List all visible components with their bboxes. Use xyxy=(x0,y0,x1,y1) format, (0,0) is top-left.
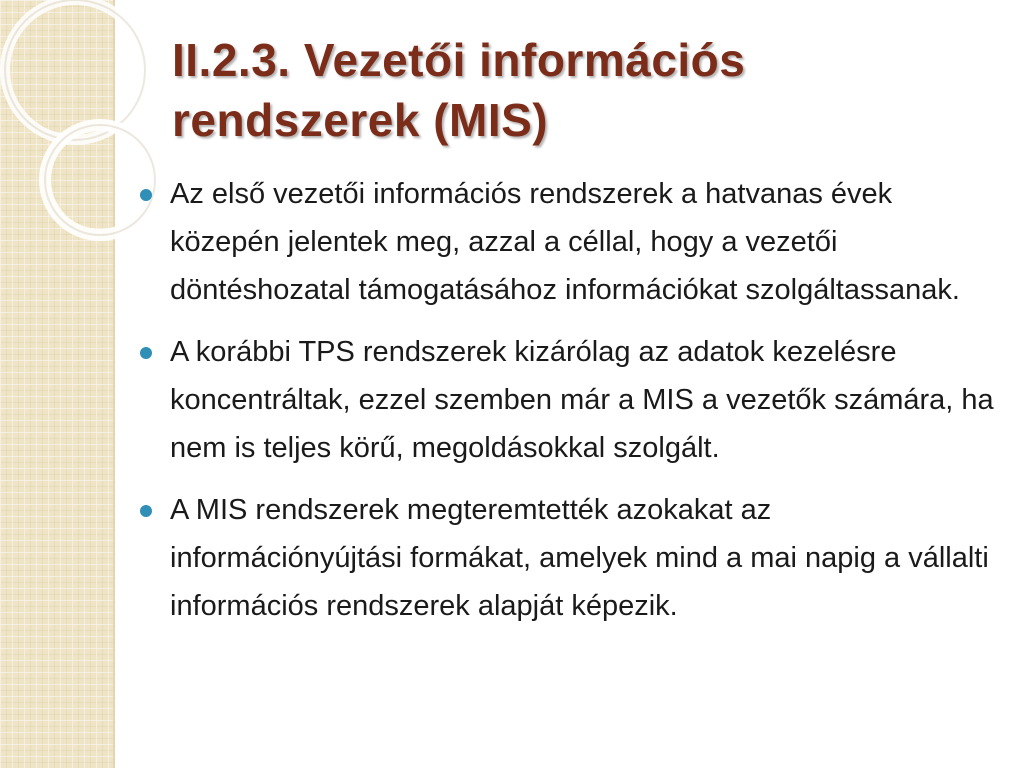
bullet-dot-icon xyxy=(140,347,152,359)
bullet-text: A MIS rendszerek megteremtették azokakat az információnyújtási formákat, amelyek mind a mai napig a vállalti információs rendszerek alapját képezik. xyxy=(170,494,989,622)
decorative-ring-outer-edge xyxy=(5,0,145,140)
bullet-list xyxy=(138,170,1008,644)
bullet-text: Az első vezetői információs rendszerek a hatvanas évek közepén jelentek meg, azzal a céllal, hogy a vezetői döntéshozatal támogatásához információkat szolgáltassanak. xyxy=(170,178,960,306)
slide-title: II.2.3. Vezetői információs rendszerek (MIS) xyxy=(172,34,746,146)
bullet-item xyxy=(138,170,1008,314)
bullet-dot-icon xyxy=(140,189,152,201)
bullet-dot-icon xyxy=(140,505,152,517)
bullet-item xyxy=(138,328,1008,472)
bullet-item xyxy=(138,486,1008,630)
bullet-text: A korábbi TPS rendszerek kizárólag az adatok kezelésre koncentráltak, ezzel szemben már a MIS a vezetők számára, ha nem is teljes körű, megoldásokkal szolgált. xyxy=(170,336,994,464)
